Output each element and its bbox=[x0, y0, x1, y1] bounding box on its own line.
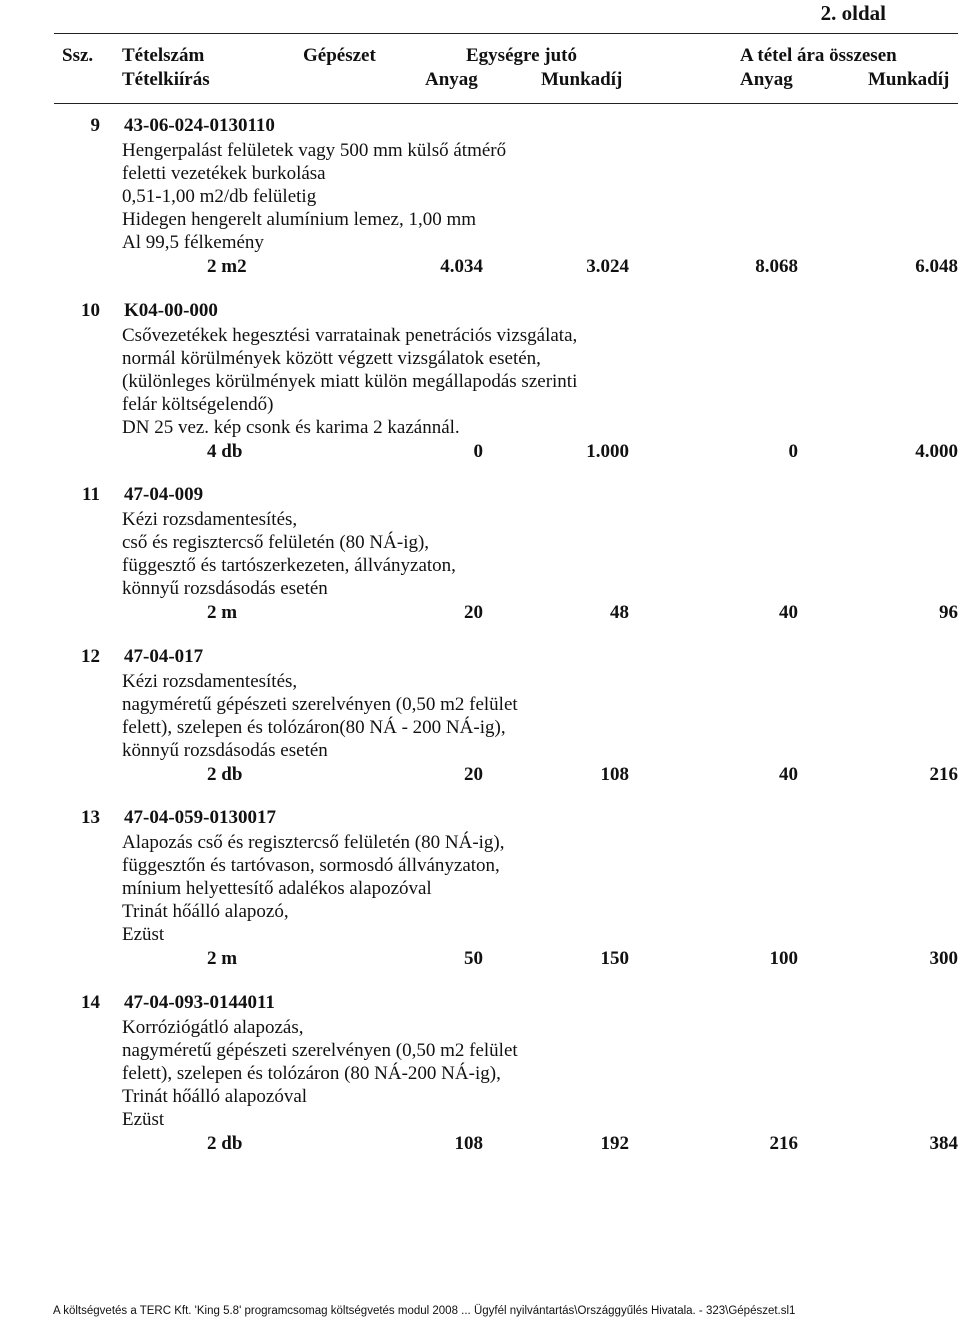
item-number: 12 bbox=[81, 646, 100, 667]
item-description-line: könnyű rozsdásodás esetén bbox=[122, 740, 328, 761]
unit-munkadij-value: 3.024 bbox=[586, 256, 629, 277]
header-anyag-unit: Anyag bbox=[425, 69, 478, 90]
item-code: 43-06-024-0130110 bbox=[124, 115, 275, 136]
unit-anyag-value: 50 bbox=[464, 948, 483, 969]
total-anyag-value: 40 bbox=[779, 764, 798, 785]
item-description-line: feletti vezetékek burkolása bbox=[122, 163, 326, 184]
item-quantity: 2 m bbox=[207, 602, 238, 623]
footer-text: A költségvetés a TERC Kft. 'King 5.8' programcsomag költségvetés modul 2008 ... Ügyfél nyilvántartás\Országgyűlés Hivatala. - 323\Gépészet.sl1 bbox=[53, 1305, 796, 1317]
item-description-line: felett), szelepen és tolózáron(80 NÁ - 200 NÁ-ig), bbox=[122, 717, 506, 738]
item-description-line: felett), szelepen és tolózáron (80 NÁ-200 NÁ-ig), bbox=[122, 1063, 501, 1084]
item-quantity: 2 db bbox=[207, 1133, 243, 1154]
header-gepeszet: Gépészet bbox=[303, 45, 376, 66]
total-anyag-value: 0 bbox=[788, 441, 798, 462]
header-tetelkiiras: Tételkiírás bbox=[122, 69, 210, 90]
item-quantity: 4 db bbox=[207, 441, 243, 462]
unit-anyag-value: 20 bbox=[464, 764, 483, 785]
unit-munkadij-value: 108 bbox=[600, 764, 629, 785]
total-munkadij-value: 300 bbox=[929, 948, 958, 969]
item-description-line: Trinát hőálló alapozóval bbox=[122, 1086, 308, 1107]
total-anyag-value: 100 bbox=[769, 948, 798, 969]
item-description-line: könnyű rozsdásodás esetén bbox=[122, 578, 328, 599]
item-description-line: Kézi rozsdamentesítés, bbox=[122, 509, 298, 530]
unit-anyag-value: 4.034 bbox=[440, 256, 483, 277]
item-description-line: Kézi rozsdamentesítés, bbox=[122, 671, 298, 692]
header-tetelszam: Tételszám bbox=[122, 45, 205, 66]
item-description-line: Al 99,5 félkemény bbox=[122, 232, 264, 253]
header-egysegre-juto: Egységre jutó bbox=[466, 45, 577, 66]
item-description-line: 0,51-1,00 m2/db felületig bbox=[122, 186, 317, 207]
header-munkadij-total: Munkadíj bbox=[868, 69, 950, 90]
unit-munkadij-value: 192 bbox=[600, 1133, 629, 1154]
unit-munkadij-value: 1.000 bbox=[586, 441, 629, 462]
item-description-line: Alapozás cső és regisztercső felületén (80 NÁ-ig), bbox=[122, 832, 505, 853]
header-rule bbox=[54, 103, 958, 104]
item-description-line: Ezüst bbox=[122, 1109, 165, 1130]
item-number: 13 bbox=[81, 807, 100, 828]
item-description-line: cső és regisztercső felületén (80 NÁ-ig), bbox=[122, 532, 430, 553]
item-description-line: Hidegen hengerelt alumínium lemez, 1,00 mm bbox=[122, 209, 477, 230]
item-code: 47-04-093-0144011 bbox=[124, 992, 275, 1013]
item-description-line: (különleges körülmények miatt külön megállapodás szerinti bbox=[122, 371, 578, 392]
total-munkadij-value: 6.048 bbox=[915, 256, 958, 277]
item-number: 9 bbox=[90, 115, 100, 136]
item-number: 14 bbox=[81, 992, 100, 1013]
item-description-line: mínium helyettesítő adalékos alapozóval bbox=[122, 878, 432, 899]
top-rule bbox=[54, 33, 958, 34]
item-description-line: Hengerpalást felületek vagy 500 mm külső átmérő bbox=[122, 140, 507, 161]
total-anyag-value: 216 bbox=[769, 1133, 798, 1154]
header-osszesen: A tétel ára összesen bbox=[740, 45, 897, 66]
item-code: 47-04-059-0130017 bbox=[124, 807, 276, 828]
header-anyag-total: Anyag bbox=[740, 69, 793, 90]
header-ssz: Ssz. bbox=[62, 45, 94, 66]
item-description-line: felár költségelendő) bbox=[122, 394, 274, 415]
total-munkadij-value: 4.000 bbox=[915, 441, 958, 462]
header-munkadij-unit: Munkadíj bbox=[541, 69, 623, 90]
item-number: 11 bbox=[82, 484, 100, 505]
item-description-line: Csővezetékek hegesztési varratainak penetrációs vizsgálata, bbox=[122, 325, 578, 346]
total-anyag-value: 40 bbox=[779, 602, 798, 623]
total-munkadij-value: 216 bbox=[929, 764, 958, 785]
unit-munkadij-value: 48 bbox=[610, 602, 629, 623]
page-number: 2. oldal bbox=[820, 1, 886, 25]
item-code: K04-00-000 bbox=[124, 300, 218, 321]
unit-anyag-value: 108 bbox=[454, 1133, 483, 1154]
item-description-line: normál körülmények között végzett vizsgálatok esetén, bbox=[122, 348, 541, 369]
total-munkadij-value: 384 bbox=[929, 1133, 958, 1154]
item-description-line: függesztő és tartószerkezeten, állványzaton, bbox=[122, 555, 456, 576]
item-quantity: 2 m bbox=[207, 948, 238, 969]
item-code: 47-04-017 bbox=[124, 646, 204, 667]
item-description-line: nagyméretű gépészeti szerelvényen (0,50 m2 felület bbox=[122, 1040, 518, 1061]
item-number: 10 bbox=[81, 300, 100, 321]
unit-anyag-value: 0 bbox=[473, 441, 483, 462]
item-description-line: DN 25 vez. kép csonk és karima 2 kazánnál. bbox=[122, 417, 460, 438]
item-description-line: függesztőn és tartóvason, sormosdó állványzaton, bbox=[122, 855, 500, 876]
item-description-line: nagyméretű gépészeti szerelvényen (0,50 m2 felület bbox=[122, 694, 518, 715]
item-quantity: 2 m2 bbox=[207, 256, 247, 277]
item-quantity: 2 db bbox=[207, 764, 243, 785]
item-description-line: Korróziógátló alapozás, bbox=[122, 1017, 304, 1038]
unit-munkadij-value: 150 bbox=[600, 948, 629, 969]
total-anyag-value: 8.068 bbox=[755, 256, 798, 277]
item-description-line: Trinát hőálló alapozó, bbox=[122, 901, 289, 922]
total-munkadij-value: 96 bbox=[939, 602, 958, 623]
item-description-line: Ezüst bbox=[122, 924, 165, 945]
item-code: 47-04-009 bbox=[124, 484, 204, 505]
unit-anyag-value: 20 bbox=[464, 602, 483, 623]
